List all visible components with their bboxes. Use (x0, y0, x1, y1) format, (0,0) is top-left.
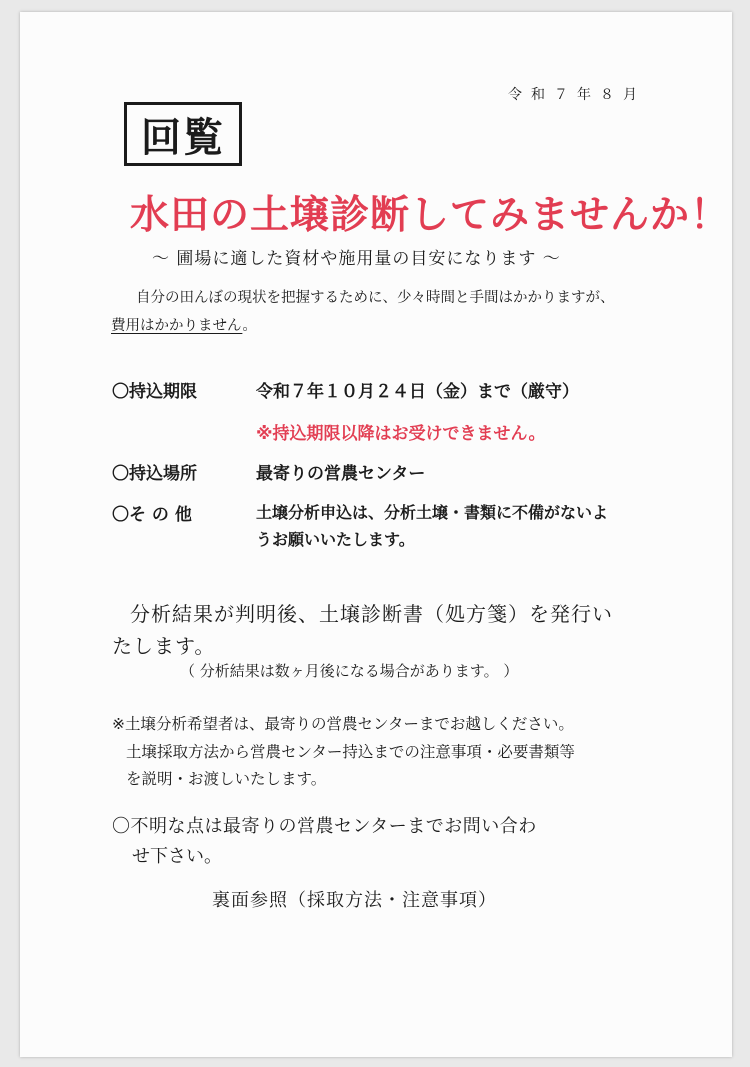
notice-line-3: を説明・お渡しいたします。 (126, 770, 327, 788)
contact-line-2: せ下さい。 (132, 846, 222, 867)
place-label: 〇持込場所 (112, 464, 197, 484)
free-of-charge-text: 費用はかかりません (111, 318, 243, 334)
intro-line-2-end: 。 (242, 318, 257, 334)
circulation-stamp-box (124, 102, 242, 166)
intro-line-1: 自分の田んぼの現状を把握するために、少々時間と手間はかかりますが、 (136, 290, 615, 306)
place-value: 最寄りの営農センター (256, 464, 426, 484)
deadline-label: 〇持込期限 (112, 382, 197, 402)
other-value-line-1: 土壌分析申込は、分析土壌・書類に不備がないよ (256, 503, 609, 522)
contact-line-1: 〇不明な点は最寄りの営農センターまでお問い合わ (112, 816, 537, 837)
back-page-reference: 裏面参照（採取方法・注意事項） (212, 890, 497, 911)
result-line-1: 分析結果が判明後、土壌診断書（処方箋）を発行い (130, 602, 613, 626)
subtitle: ～ 圃場に適した資材や施用量の目安になります ～ (152, 249, 561, 269)
issue-date: 令和７年８月 (508, 87, 646, 103)
headline: 水田の土壌診断してみませんか！ (130, 193, 731, 238)
intro-line-2 (111, 314, 257, 335)
other-value-line-2: うお願いいたします。 (256, 530, 415, 549)
notice-line-2: 土壌採取方法から営農センター持込までの注意事項・必要書類等 (126, 743, 575, 761)
result-note: （ 分析結果は数ヶ月後になる場合があります。 ） (180, 662, 519, 680)
document-page (20, 12, 732, 1057)
result-line-2: たします。 (112, 634, 216, 658)
circulation-label: 回覧 (141, 114, 225, 161)
deadline-value: 令和７年１０月２４日（金）まで（厳守） (256, 382, 579, 402)
deadline-warning: ※持込期限以降はお受けできません。 (256, 424, 546, 444)
notice-line-1: ※土壌分析希望者は、最寄りの営農センターまでお越しください。 (112, 715, 574, 733)
other-label: 〇そ の 他 (112, 505, 192, 525)
